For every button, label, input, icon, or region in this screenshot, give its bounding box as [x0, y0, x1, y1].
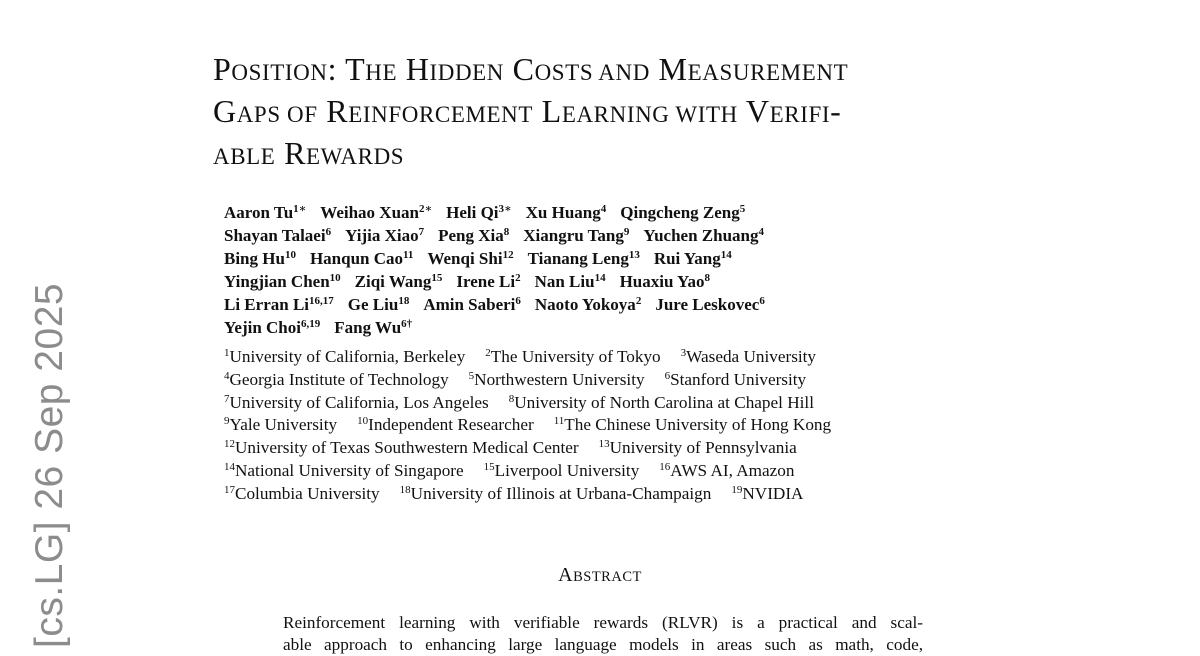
affiliation-name: Columbia University	[235, 483, 380, 503]
author-affiliation-mark: 2	[635, 295, 642, 307]
affiliation	[599, 438, 797, 457]
abstract-heading-cap: A	[558, 564, 574, 586]
author-name: Shayan Talaei	[224, 226, 326, 245]
affiliation	[224, 484, 380, 503]
author-affiliation-mark: 15	[431, 272, 443, 284]
author-name: Li Erran Li	[224, 295, 310, 314]
author-name: Peng Xia	[438, 226, 504, 245]
affiliation	[665, 370, 807, 389]
affiliation-line	[224, 346, 944, 369]
author-name: Tianang Leng	[527, 249, 629, 268]
author-name: Ge Liu	[347, 295, 399, 314]
author	[224, 318, 320, 337]
author-affiliation-mark: 9	[623, 226, 630, 238]
affiliation-number: 8	[508, 392, 515, 405]
author-name: Jure Leskovec	[655, 295, 760, 314]
author	[643, 226, 764, 245]
title-word-rest: ABLE	[213, 144, 276, 169]
title-line	[213, 50, 1003, 92]
affiliation-number: 18	[399, 483, 411, 496]
affiliation-number: 6	[664, 369, 671, 382]
affiliation	[224, 393, 489, 412]
affiliation-number: 17	[224, 483, 235, 496]
author	[345, 226, 424, 245]
author-name: Aaron Tu	[224, 203, 294, 222]
author-name: Rui Yang	[653, 249, 721, 268]
author	[224, 295, 334, 314]
author	[620, 203, 745, 222]
author-affiliation-mark: 8	[704, 272, 710, 284]
author-name: Huaxiu Yao	[619, 272, 705, 291]
author	[320, 203, 432, 222]
title-line	[213, 134, 1003, 176]
author-name: Yejin Choi	[224, 318, 301, 337]
title-separator	[318, 93, 327, 129]
affiliation-number: 16	[659, 460, 671, 473]
affiliation-number: 14	[224, 460, 235, 473]
title-separator: -	[830, 93, 842, 129]
title-word-rest: EWARDS	[306, 144, 405, 169]
affiliation-number: 7	[224, 392, 230, 405]
affiliation-name: AWS AI, Amazon	[670, 460, 795, 480]
affiliation	[224, 415, 337, 434]
affiliation-number: 11	[553, 415, 565, 428]
author	[334, 318, 412, 337]
author	[423, 295, 521, 314]
author	[526, 203, 607, 222]
author-name: Bing Hu	[224, 249, 285, 268]
author-name: Hanqun Cao	[309, 249, 404, 268]
title-word-rest: APS OF	[236, 102, 318, 127]
affiliation	[224, 347, 465, 366]
title-separator	[533, 93, 542, 129]
author-line	[224, 224, 944, 247]
author-affiliation-mark: 4	[600, 203, 607, 215]
affiliation-line	[224, 369, 944, 392]
author-affiliation-mark: 2	[515, 272, 521, 284]
affiliation	[469, 370, 645, 389]
author-name: Yijia Xiao	[345, 226, 419, 245]
affiliation-name: University of California, Los Angeles	[229, 392, 489, 412]
author	[224, 226, 331, 245]
affiliation-name: Independent Researcher	[368, 415, 534, 435]
title-word-rest: EASUREMENT	[687, 60, 849, 85]
author	[224, 203, 306, 222]
affiliation-name: The Chinese University of Hong Kong	[564, 415, 832, 435]
title-word-cap: V	[745, 93, 770, 129]
arxiv-identifier-stamp: [cs.LG] 26 Sep 2025	[28, 282, 71, 648]
author	[438, 226, 509, 245]
author-name: Wenqi Shi	[427, 249, 503, 268]
author-affiliation-mark: 18	[398, 295, 410, 307]
author-name: Qingcheng Zeng	[620, 203, 740, 222]
affiliation-name: Yale University	[229, 415, 338, 435]
affiliation-number: 2	[485, 347, 491, 359]
affiliation	[509, 393, 814, 412]
affiliation-number: 5	[468, 369, 475, 382]
author	[654, 249, 732, 268]
affiliation-line	[224, 437, 944, 460]
author	[535, 295, 641, 314]
affiliation-name: University of California, Berkeley	[229, 347, 466, 366]
abstract-body	[283, 612, 923, 656]
affiliation	[400, 484, 712, 503]
author-affiliation-mark: 7	[418, 226, 425, 238]
title-word-cap: C	[512, 51, 535, 87]
author-name: Heli Qi	[446, 203, 499, 222]
author	[355, 272, 443, 291]
affiliation	[224, 438, 579, 457]
affiliation	[681, 347, 816, 366]
author-affiliation-mark: 14	[720, 249, 732, 261]
author	[310, 249, 413, 268]
affiliation-name: Liverpool University	[494, 460, 640, 480]
author-affiliation-mark: 8	[503, 226, 510, 238]
affiliation-name: National University of Singapore	[235, 460, 464, 480]
affiliation-name: Georgia Institute of Technology	[229, 369, 449, 389]
author-affiliation-mark: 4	[758, 226, 764, 238]
affiliation-number: 13	[598, 438, 610, 451]
affiliation-line	[224, 392, 944, 415]
title-word-cap: M	[658, 51, 688, 87]
author-affiliation-mark: 16,17	[309, 295, 334, 307]
author-line	[224, 270, 944, 293]
abstract-text-line: able approach to enhancing large language models in areas such as math, code,	[283, 635, 923, 654]
author-name: Irene Li	[456, 272, 516, 291]
affiliation	[554, 415, 831, 434]
author-affiliation-mark: 3∗	[498, 203, 512, 215]
author-affiliation-mark: 6†	[401, 318, 413, 330]
author-name: Xu Huang	[525, 203, 601, 222]
affiliation	[485, 347, 660, 366]
author-line	[224, 316, 944, 339]
title-word-rest: EARNING WITH	[561, 102, 738, 127]
author	[456, 272, 520, 291]
author-name: Weihao Xuan	[320, 203, 419, 222]
author-name: Xiangru Tang	[523, 226, 624, 245]
affiliation-name: Stanford University	[670, 369, 807, 389]
author-affiliation-mark: 6,19	[300, 318, 321, 330]
author	[224, 249, 296, 268]
affiliation-name: NVIDIA	[742, 483, 804, 503]
affiliation-number: 19	[731, 483, 743, 496]
author-line	[224, 247, 944, 270]
affiliation-number: 4	[224, 369, 230, 382]
affiliation	[659, 461, 794, 480]
author-line	[224, 293, 944, 316]
title-separator	[504, 51, 513, 87]
title-separator	[738, 93, 746, 129]
title-word-rest: HE	[365, 60, 398, 85]
affiliation-line	[224, 460, 944, 483]
affiliation-name: University of North Carolina at Chapel Hill	[514, 392, 814, 412]
author-affiliation-mark: 10	[284, 249, 296, 261]
author-affiliation-mark: 5	[739, 203, 746, 215]
paper-title	[213, 50, 1003, 176]
author	[620, 272, 710, 291]
title-word-cap: P	[213, 51, 232, 87]
title-separator	[397, 51, 406, 87]
author-affiliation-mark: 6	[515, 295, 521, 307]
author	[446, 203, 512, 222]
title-word-rest: ERIFI	[769, 102, 831, 127]
title-word-cap: L	[541, 93, 562, 129]
title-separator	[650, 51, 659, 87]
title-word-cap: G	[213, 93, 237, 129]
author	[655, 295, 765, 314]
affiliation-number: 15	[483, 460, 495, 473]
abstract-text-line: Reinforcement learning with verifiable rewards (RLVR) is a practical and scal-	[283, 613, 923, 632]
affiliation-name: University of Texas Southwestern Medical Center	[235, 438, 579, 458]
title-word-rest: OSTS AND	[534, 60, 650, 85]
author	[224, 272, 341, 291]
affiliation-number: 1	[224, 347, 230, 359]
affiliation-line	[224, 414, 944, 437]
author-affiliation-mark: 1∗	[293, 203, 307, 215]
affiliation	[484, 461, 640, 480]
abstract-heading	[0, 564, 1200, 587]
title-word-cap: T	[345, 51, 366, 87]
author	[535, 272, 606, 291]
author	[427, 249, 513, 268]
author-list	[224, 201, 944, 339]
affiliation	[224, 370, 449, 389]
affiliation-name: Northwestern University	[474, 369, 645, 389]
affiliation-line	[224, 483, 944, 506]
author-name: Nan Liu	[534, 272, 595, 291]
title-word-rest: OSITION	[231, 60, 328, 85]
title-word-cap: H	[405, 51, 430, 87]
title-word-rest: EINFORCEMENT	[348, 102, 534, 127]
author-name: Amin Saberi	[423, 295, 516, 314]
title-word-rest: IDDEN	[429, 60, 505, 85]
affiliation-number: 3	[680, 347, 687, 359]
title-word-cap: R	[284, 135, 307, 171]
author-affiliation-mark: 6	[759, 295, 765, 307]
affiliation-number: 10	[357, 415, 369, 428]
author-name: Ziqi Wang	[354, 272, 432, 291]
affiliation-name: Waseda University	[686, 347, 817, 366]
affiliation-name: University of Pennsylvania	[609, 438, 797, 458]
author-affiliation-mark: 12	[502, 249, 514, 261]
affiliation-list	[224, 346, 944, 506]
author-name: Yingjian Chen	[224, 272, 330, 291]
author-affiliation-mark: 2∗	[419, 203, 433, 215]
author	[523, 226, 629, 245]
author-name: Yuchen Zhuang	[643, 226, 759, 245]
title-line	[213, 92, 1003, 134]
title-word-cap: R	[326, 93, 349, 129]
author	[348, 295, 410, 314]
author-name: Fang Wu	[334, 318, 402, 337]
author-line	[224, 201, 944, 224]
affiliation	[357, 415, 534, 434]
author-affiliation-mark: 14	[594, 272, 606, 284]
affiliation	[731, 484, 803, 503]
affiliation-number: 9	[224, 415, 230, 428]
affiliation-number: 12	[224, 438, 235, 451]
title-separator: :	[327, 51, 346, 87]
author-affiliation-mark: 11	[403, 249, 414, 261]
affiliation-name: University of Illinois at Urbana-Champaign	[410, 483, 712, 503]
author-affiliation-mark: 10	[329, 272, 341, 284]
author-affiliation-mark: 13	[628, 249, 640, 261]
title-separator	[275, 135, 284, 171]
author-affiliation-mark: 6	[325, 226, 332, 238]
author-name: Naoto Yokoya	[534, 295, 636, 314]
abstract-heading-rest: BSTRACT	[573, 569, 642, 585]
affiliation	[224, 461, 464, 480]
author	[528, 249, 640, 268]
affiliation-name: The University of Tokyo	[490, 347, 661, 366]
